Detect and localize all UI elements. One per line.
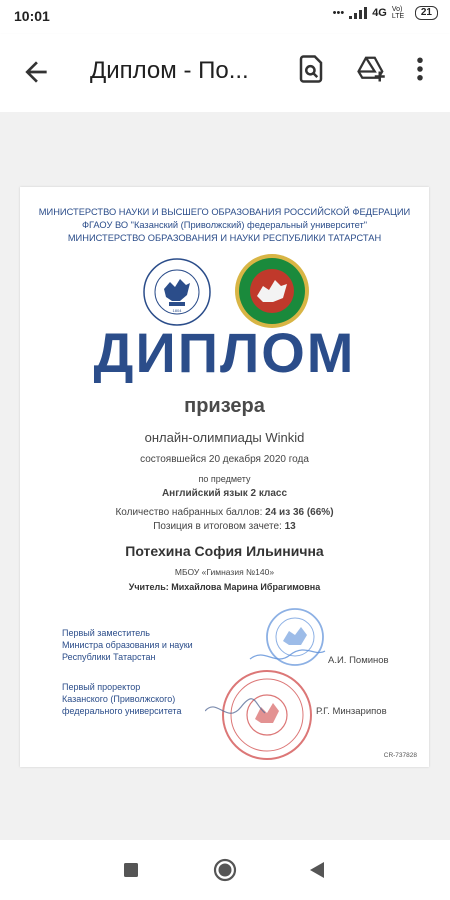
signer2-name: Р.Г. Минзарипов [316, 706, 387, 717]
signal-icon [349, 7, 367, 19]
document-title: Диплом - По... [90, 57, 249, 84]
olympiad-date: состоявшейся 20 декабря 2020 года [140, 454, 309, 465]
status-icons [333, 6, 438, 20]
more-vert-icon[interactable] [410, 54, 430, 84]
red-stamp-icon [205, 667, 315, 763]
signer1-role-line: Первый заместитель [62, 628, 150, 638]
teacher-name: Учитель: Михайлова Марина Ибрагимовна [128, 582, 321, 592]
pdf-viewer[interactable] [0, 112, 450, 840]
status-bar [0, 0, 450, 34]
kfu-logo [142, 257, 212, 327]
serial-number: CR-737828 [383, 752, 417, 759]
tatarstan-emblem [233, 252, 311, 330]
header-line-2: ФГАОУ ВО "Казанский (Приволжский) федеральный университет" [81, 220, 368, 230]
signer1-role [62, 627, 193, 663]
battery-indicator: 21 [415, 6, 438, 20]
arrow-left-icon[interactable] [20, 56, 52, 88]
signer2-role-line: Казанского (Приволжского) [62, 694, 176, 704]
score-value: 24 из 36 (66%) [265, 507, 334, 518]
student-name: Потехина София Ильинична [125, 543, 324, 559]
volte-label: Vo) LTE [391, 6, 405, 20]
diploma-page [20, 187, 429, 767]
diploma-subtitle: призера [184, 395, 265, 417]
position-line [20, 521, 429, 532]
status-time: 10:01 [14, 8, 50, 24]
kfu-year: 1804 [172, 308, 182, 313]
signer2-role-line: федерального университета [62, 706, 182, 716]
signer1-role-line: Республики Татарстан [62, 652, 156, 662]
signer2-role [62, 681, 181, 717]
score-line [20, 507, 429, 518]
signer1-name: А.И. Поминов [328, 655, 389, 666]
header-line-3: МИНИСТЕРСТВО ОБРАЗОВАНИЯ И НАУКИ РЕСПУБЛИКИ ТАТАРСТАН [67, 233, 382, 243]
diploma-title: ДИПЛОМ [93, 321, 356, 384]
school-name: МБОУ «Гимназия №140» [174, 567, 275, 577]
subject-value: Английский язык 2 класс [161, 488, 288, 499]
subject-label: по предмету [198, 474, 251, 484]
signer1-role-line: Министра образования и науки [62, 640, 193, 650]
drive-add-icon[interactable] [356, 54, 386, 84]
position-label: Позиция в итоговом зачете: [153, 521, 282, 532]
triangle-back-icon[interactable] [308, 860, 326, 880]
score-label: Количество набранных баллов: [115, 507, 263, 518]
signer2-role-line: Первый проректор [62, 682, 141, 692]
olympiad-name: онлайн-олимпиады Winkid [144, 430, 305, 445]
circle-icon[interactable] [213, 858, 237, 882]
app-bar [0, 34, 450, 112]
network-label: 4G [372, 7, 387, 19]
document-search-icon[interactable] [296, 54, 326, 84]
more-dots-icon: ••• [332, 7, 345, 19]
square-icon[interactable] [123, 862, 139, 878]
header-line-1: МИНИСТЕРСТВО НАУКИ И ВЫСШЕГО ОБРАЗОВАНИЯ РОССИЙСКОЙ ФЕДЕРАЦИИ [38, 207, 411, 217]
navigation-bar [0, 840, 450, 900]
position-value: 13 [284, 521, 296, 532]
